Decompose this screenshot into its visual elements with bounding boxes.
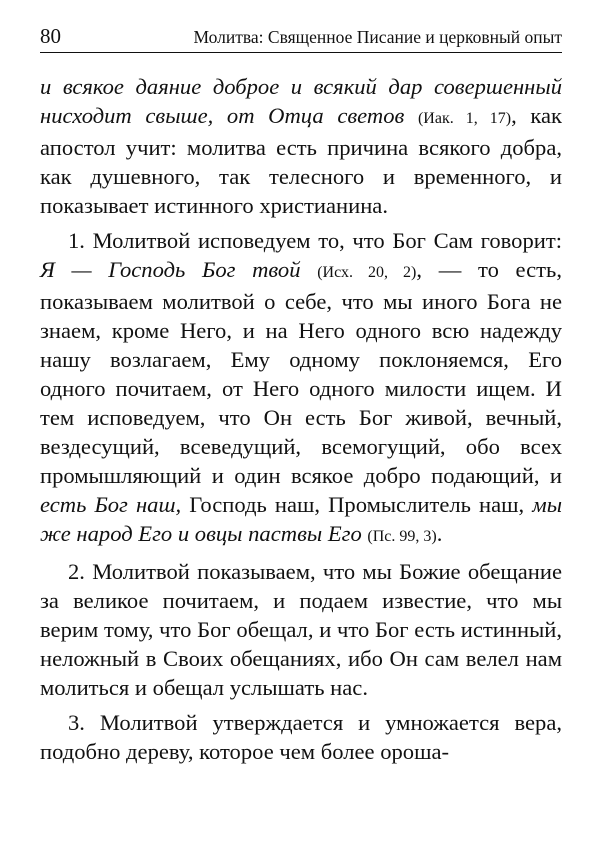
scripture-reference: (Иак. 1, 17): [417, 110, 512, 127]
scripture-quote: есть Бог наш,: [40, 492, 182, 517]
scripture-quote: Я — Господь Бог твой: [40, 257, 301, 282]
paragraph-continuation: [40, 72, 562, 220]
paragraph-text: Господь наш, Промыслитель наш,: [189, 492, 525, 517]
scripture-quote: и всякое даяние доброе и всякий дар совершенный нисходит свыше, от Отца светов: [40, 74, 562, 128]
running-title: Молитва: Священное Писание и церковный опыт: [193, 27, 562, 47]
paragraph-text: 3. Молитвой утверждается и умножается вера, подобно дереву, которое чем более ороша-: [40, 710, 562, 764]
paragraph-1: [40, 226, 562, 551]
scripture-reference: (Исх. 20, 2): [317, 264, 417, 281]
paragraph-text: .: [436, 521, 443, 546]
scripture-quote: мы же народ Его и овцы паствы Его: [40, 492, 563, 546]
scripture-reference: (Пс. 99, 3): [367, 528, 437, 545]
paragraph-text: , как апостол учит: молитва есть причина всякого добра, как душевного, так телесного и временного, и показывает истинного христианина.: [40, 103, 562, 218]
paragraph-2: [40, 557, 562, 702]
page-number: 80: [40, 24, 61, 48]
paragraph-text: 1. Молитвой исповедуем то, что Бог Сам говорит:: [68, 228, 562, 253]
paragraph-3: [40, 708, 562, 766]
body-text: [40, 72, 562, 766]
paragraph-text: 2. Молитвой показываем, что мы Божие обещание за великое почитаем, и подаем известие, что мы верим тому, что Бог обещал, и что Бог есть истинный, неложный в Своих обещаниях, ибо Он сам велел нам молиться и обещал услышать нас.: [40, 559, 562, 700]
page-header: [40, 20, 562, 53]
paragraph-text: , — то есть, показываем молитвой о себе, что мы иного Бога не знаем, кроме Него, и на Него одного всю надежду нашу возлагаем, Ему одному поклоняемся, Его одного почитаем, от Него одного милости ищем. И тем исповедуем, что Он есть Бог живой, вечный, вездесущий, всеведущий, всемогущий, обо всех промышляющий и один всякое добро подающий, и: [40, 257, 562, 488]
